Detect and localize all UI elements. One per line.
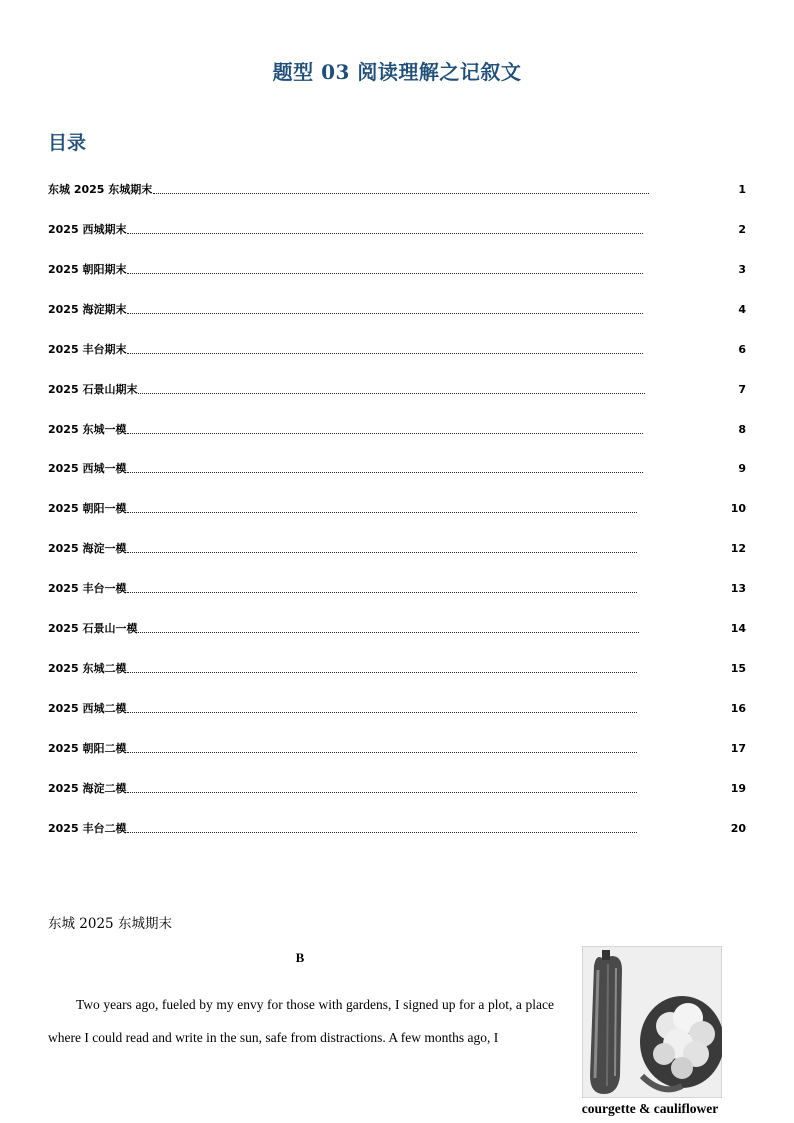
document-title: 题型 03 阅读理解之记叙文	[272, 60, 522, 84]
toc-entry-label: 2025 东城二模	[48, 659, 127, 679]
toc-leader-dots	[127, 433, 643, 434]
toc-leader-dots	[127, 552, 637, 553]
toc-entry-label: 2025 丰台一模	[48, 579, 127, 599]
toc-entry-page: 12	[730, 542, 746, 555]
toc-entry[interactable]	[48, 739, 746, 759]
toc-entry-page: 10	[730, 502, 746, 515]
toc-entry[interactable]	[48, 579, 746, 599]
toc-entry-page: 1	[738, 183, 746, 196]
toc-leader-dots	[127, 792, 637, 793]
toc-entry-page: 19	[730, 782, 746, 795]
toc-entry-page: 17	[730, 742, 746, 755]
toc-entry-label: 2025 丰台二模	[48, 819, 127, 839]
toc-entry-page: 2	[738, 223, 746, 236]
toc-entry[interactable]	[48, 499, 746, 519]
toc-leader-dots	[153, 193, 649, 194]
toc-entry-label: 2025 西城二模	[48, 699, 127, 719]
toc-entry-page: 16	[730, 702, 746, 715]
toc-entry-label: 2025 海淀二模	[48, 779, 127, 799]
toc-entry-label: 2025 丰台期末	[48, 340, 127, 360]
toc-entry-page: 4	[738, 303, 746, 316]
toc-leader-dots	[127, 752, 637, 753]
toc-entry-label: 2025 石景山期末	[48, 380, 138, 400]
toc-entry-label: 2025 朝阳期末	[48, 260, 127, 280]
toc-entry-label: 2025 西城期末	[48, 220, 127, 240]
toc-leader-dots	[127, 233, 643, 234]
toc-entry-page: 9	[738, 462, 746, 475]
toc-entry-page: 13	[730, 582, 746, 595]
toc-entry[interactable]	[48, 420, 746, 440]
toc-entry-page: 7	[738, 383, 746, 396]
toc-entry-page: 15	[730, 662, 746, 675]
toc-entry[interactable]	[48, 539, 746, 559]
toc-entry[interactable]	[48, 459, 746, 479]
toc-entry-page: 6	[738, 343, 746, 356]
toc-entry-label: 2025 东城一模	[48, 420, 127, 440]
toc-entry-label: 东城 2025 东城期末	[48, 180, 153, 200]
toc-entry[interactable]	[48, 180, 746, 200]
toc-entry-page: 3	[738, 263, 746, 276]
toc-entry[interactable]	[48, 819, 746, 839]
toc-entry-page: 8	[738, 423, 746, 436]
passage-text: Two years ago, fueled by my envy for those with gardens, I signed up for a plot, a place where I could read and write in the sun, safe from distractions. A few months ago, I	[48, 997, 554, 1045]
toc-leader-dots	[127, 313, 643, 314]
toc-leader-dots	[127, 672, 637, 673]
toc-leader-dots	[127, 273, 643, 274]
toc-leader-dots	[138, 393, 645, 394]
toc-leader-dots	[127, 353, 643, 354]
toc-entry-label: 2025 朝阳一模	[48, 499, 127, 519]
toc-entry-label: 2025 海淀期末	[48, 300, 127, 320]
vegetable-figure	[570, 942, 730, 1120]
toc-entry[interactable]	[48, 779, 746, 799]
section-label: 东城 2025 东城期末	[48, 916, 172, 932]
toc-leader-dots	[138, 632, 639, 633]
toc-entry-page: 14	[730, 622, 746, 635]
toc-entry-label: 2025 朝阳二模	[48, 739, 127, 759]
toc-entry-label: 2025 西城一模	[48, 459, 127, 479]
part-letter: B	[295, 950, 305, 965]
toc-entry[interactable]	[48, 699, 746, 719]
toc-leader-dots	[127, 472, 643, 473]
toc-entry[interactable]	[48, 659, 746, 679]
toc-entry[interactable]	[48, 619, 746, 639]
toc-entry-page: 20	[730, 822, 746, 835]
toc-leader-dots	[127, 832, 637, 833]
toc-entry-label: 2025 石景山一模	[48, 619, 138, 639]
toc-entry[interactable]	[48, 260, 746, 280]
toc-entry[interactable]	[48, 340, 746, 360]
toc-entry[interactable]	[48, 380, 746, 400]
toc-heading: 目录	[48, 132, 87, 154]
toc-entry[interactable]	[48, 220, 746, 240]
toc-entry[interactable]	[48, 300, 746, 320]
toc-leader-dots	[127, 512, 637, 513]
toc-leader-dots	[127, 592, 637, 593]
toc-entry-label: 2025 海淀一模	[48, 539, 127, 559]
figure-caption: courgette & cauliflower	[581, 1101, 719, 1116]
toc-leader-dots	[127, 712, 637, 713]
courgette-cauliflower-photo	[582, 946, 722, 1098]
